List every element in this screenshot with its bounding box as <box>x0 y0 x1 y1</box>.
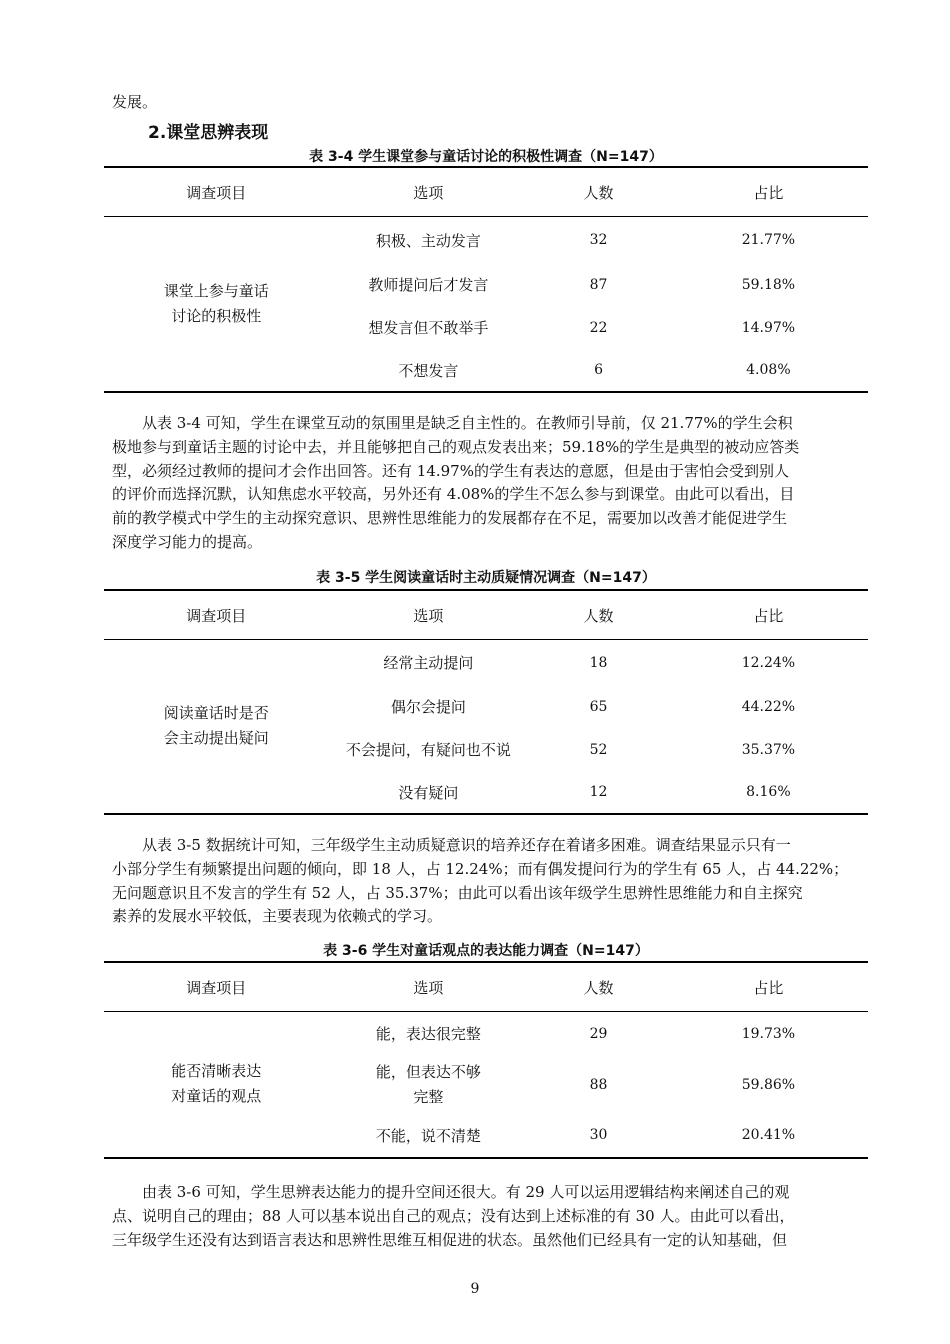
count-cell: 18 <box>589 654 608 671</box>
header-survey-item: 调查项目 <box>104 590 328 640</box>
count-cell: 22 <box>589 319 608 336</box>
option-cell: 教师提问后才发言 <box>368 276 489 294</box>
option-cell: 经常主动提问 <box>383 654 474 673</box>
percent-cell: 12.24% <box>741 654 796 671</box>
paragraph-analysis-3-6: 由表 3-6 可知，学生思辨表达能力的提升空间还很大。有 29 人可以运用逻辑结构来阐述自己的观 点、说明自己的理由；88 人可以基本说出自己的观点；没有达到上述标准的有 30 人。由此可以看出， 三年级学生还没有达到语言表达和思辨性思维互相促进的状态。虽然他们已经具有一定的认知基础，但 <box>112 1183 795 1249</box>
percent-cell: 44.22% <box>741 698 796 715</box>
table-header-row <box>104 590 868 640</box>
survey-item-cell: 能否清晰表达 对童话的观点 <box>171 1062 262 1106</box>
page-number: 9 <box>470 1281 480 1297</box>
percent-cell: 35.37% <box>741 741 796 758</box>
table-3-6-caption: 表 3-6 学生对童话观点的表达能力调查（N=147） <box>323 943 649 959</box>
header-percent: 占比 <box>669 962 868 1012</box>
count-cell: 52 <box>589 741 608 758</box>
option-cell: 能，表达很完整 <box>375 1025 481 1044</box>
paragraph-analysis-3-5: 从表 3-5 数据统计可知，三年级学生主动质疑意识的培养还存在着诸多困难。调查结果显示只有一 小部分学生有频繁提出问题的倾向，即 18 人，占 12.24%；而有偶发提问行为的学生有 65 人，占 44.22%； 无问题意识且不发言的学生有 52 人，占 35.37%；由此可以看出该年级学生思辨性思维能力和自主探究 素养的发展水平较低，主要表现为依赖式的学习。 <box>112 836 849 926</box>
count-cell: 88 <box>589 1076 608 1093</box>
count-cell: 87 <box>589 276 608 293</box>
option-cell: 偶尔会提问 <box>390 698 466 716</box>
table-row <box>104 217 868 264</box>
percent-cell: 14.97% <box>741 319 796 336</box>
count-cell: 30 <box>589 1127 608 1143</box>
count-cell: 32 <box>589 232 608 249</box>
table-3-5-caption: 表 3-5 学生阅读童话时主动质疑情况调查（N=147） <box>316 570 656 586</box>
header-option: 选项 <box>328 962 528 1012</box>
percent-cell: 8.16% <box>746 784 791 800</box>
table-3-4-caption: 表 3-4 学生课堂参与童话讨论的积极性调查（N=147） <box>309 149 663 165</box>
option-cell: 不能，说不清楚 <box>375 1126 481 1145</box>
table-3-6 <box>104 961 868 1159</box>
option-cell: 想发言但不敢举手 <box>368 319 489 337</box>
header-percent: 占比 <box>669 167 868 217</box>
table-3-4 <box>104 166 868 393</box>
percent-cell: 59.18% <box>741 276 796 293</box>
header-survey-item: 调查项目 <box>104 167 328 217</box>
percent-cell: 4.08% <box>746 362 791 378</box>
header-option: 选项 <box>328 590 528 640</box>
count-cell: 12 <box>589 784 608 800</box>
survey-item-cell: 课堂上参与童话 讨论的积极性 <box>163 281 269 325</box>
option-cell: 能，但表达不够 完整 <box>375 1062 481 1106</box>
paragraph-analysis-3-4: 从表 3-4 可知，学生在课堂互动的氛围里是缺乏自主性的。在教师引导前，仅 21.77%的学生会积 极地参与到童话主题的讨论中去，并且能够把自己的观点发表出来；59.18%的学生是典型的被动应答类 型，必须经过教师的提问才会作出回答。还有 14.97%的学生有表达的意愿，但是由于害怕会受到别人 的评价而选择沉默，认知焦虑水平较高，另外还有 4.08%的学生不怎么参与到课堂。由此可以看出，目 前的教学模式中学生的主动探究意识、思辨性思维能力的发展都存在不足，需要加以改善才能促进学生 深度学习能力的提高。 <box>112 414 800 551</box>
header-option: 选项 <box>328 167 528 217</box>
table-3-5 <box>104 589 868 815</box>
table-row <box>104 1012 868 1056</box>
option-cell: 不想发言 <box>398 361 459 380</box>
percent-cell: 20.41% <box>741 1127 796 1143</box>
option-cell: 没有疑问 <box>398 783 459 802</box>
section-heading: 2.课堂思辨表现 <box>148 123 269 143</box>
header-percent: 占比 <box>669 590 868 640</box>
intro-tail-text: 发展。 <box>112 93 158 111</box>
option-cell: 不会提问，有疑问也不说 <box>345 741 511 759</box>
percent-cell: 21.77% <box>741 232 796 249</box>
count-cell: 65 <box>589 698 608 715</box>
percent-cell: 59.86% <box>741 1076 796 1093</box>
count-cell: 6 <box>594 362 603 378</box>
count-cell: 29 <box>589 1025 608 1042</box>
option-cell: 积极、主动发言 <box>375 231 481 250</box>
survey-item-cell: 阅读童话时是否 会主动提出疑问 <box>163 704 269 748</box>
table-header-row <box>104 167 868 217</box>
table-header-row <box>104 962 868 1012</box>
header-count: 人数 <box>528 167 668 217</box>
percent-cell: 19.73% <box>741 1025 796 1042</box>
header-count: 人数 <box>528 590 668 640</box>
header-survey-item: 调查项目 <box>104 962 328 1012</box>
table-row <box>104 640 868 686</box>
header-count: 人数 <box>528 962 668 1012</box>
